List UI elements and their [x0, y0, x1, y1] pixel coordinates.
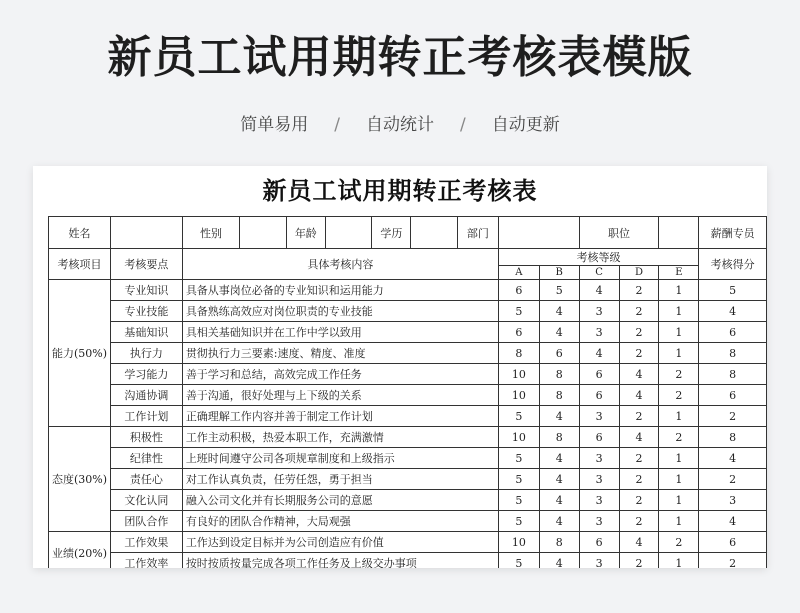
- content-cell: 贯彻执行力三要素:速度、精度、准度: [182, 343, 498, 364]
- score-cell[interactable]: 4: [699, 511, 767, 532]
- content-cell: 工作主动积极，热爱本职工作，充满激情: [182, 427, 498, 448]
- score-cell[interactable]: 8: [699, 427, 767, 448]
- header-grade: 考核等级: [498, 249, 698, 266]
- header-row: [49, 249, 767, 266]
- spreadsheet-preview: [33, 166, 767, 568]
- grade-cell: 4: [619, 385, 659, 406]
- point-cell: 专业知识: [111, 280, 183, 301]
- subtitle-separator: /: [460, 115, 466, 135]
- table-row: [49, 448, 767, 469]
- grade-cell: 8: [539, 364, 579, 385]
- table-row: [49, 364, 767, 385]
- table-row: [49, 280, 767, 301]
- grade-cell: 4: [579, 280, 619, 301]
- grade-cell: 3: [579, 448, 619, 469]
- score-cell[interactable]: 4: [699, 301, 767, 322]
- grade-cell: 5: [539, 280, 579, 301]
- content-cell: 工作达到设定目标并为公司创造应有价值: [182, 532, 498, 553]
- grade-cell: 6: [498, 322, 539, 343]
- grade-cell: 6: [579, 364, 619, 385]
- grade-cell: 4: [619, 427, 659, 448]
- point-cell: 工作效率: [111, 553, 183, 569]
- dept-value-cell[interactable]: [498, 217, 579, 249]
- content-cell: 上班时间遵守公司各项规章制度和上级指示: [182, 448, 498, 469]
- table-row: [49, 301, 767, 322]
- grade-cell: 2: [619, 343, 659, 364]
- name-label: 姓名: [49, 217, 111, 249]
- score-cell[interactable]: 2: [699, 553, 767, 569]
- grade-cell: 6: [579, 427, 619, 448]
- grade-cell: 4: [619, 532, 659, 553]
- subtitle-item-auto-update: 自动更新: [491, 115, 560, 135]
- point-cell: 团队合作: [111, 511, 183, 532]
- grade-cell: 1: [659, 490, 699, 511]
- grade-cell: 1: [659, 343, 699, 364]
- grade-cell: 3: [579, 469, 619, 490]
- grade-cell: 1: [659, 448, 699, 469]
- point-cell: 基础知识: [111, 322, 183, 343]
- point-cell: 文化认同: [111, 490, 183, 511]
- table-row: [49, 427, 767, 448]
- grade-cell: 4: [539, 553, 579, 569]
- table-row: [49, 385, 767, 406]
- grade-cell: 2: [619, 553, 659, 569]
- grade-cell: 4: [579, 343, 619, 364]
- table-row: [49, 406, 767, 427]
- point-cell: 责任心: [111, 469, 183, 490]
- category-cell: 业绩(20%): [49, 532, 111, 569]
- position-value-cell[interactable]: [659, 217, 699, 249]
- header-item: 考核项目: [49, 249, 111, 280]
- category-cell: 态度(30%): [49, 427, 111, 532]
- grade-cell: 2: [659, 364, 699, 385]
- name-value-cell[interactable]: [111, 217, 183, 249]
- subtitle-item-auto-stat: 自动统计: [366, 115, 434, 135]
- table-row: [49, 322, 767, 343]
- grade-cell: 2: [619, 406, 659, 427]
- grade-cell: 4: [619, 364, 659, 385]
- content-cell: 按时按质按量完成各项工作任务及上级交办事项: [182, 553, 498, 569]
- grade-cell: 4: [539, 511, 579, 532]
- table-row: [49, 553, 767, 569]
- point-cell: 积极性: [111, 427, 183, 448]
- score-cell[interactable]: 6: [699, 385, 767, 406]
- grade-cell: 3: [579, 322, 619, 343]
- table-row: [49, 490, 767, 511]
- grade-letter: C: [579, 266, 619, 280]
- grade-cell: 4: [539, 406, 579, 427]
- point-cell: 工作效果: [111, 532, 183, 553]
- content-cell: 有良好的团队合作精神，大局观强: [182, 511, 498, 532]
- grade-cell: 8: [539, 532, 579, 553]
- grade-cell: 1: [659, 553, 699, 569]
- banner-subtitle: [0, 112, 800, 138]
- grade-cell: 2: [659, 385, 699, 406]
- grade-cell: 1: [659, 301, 699, 322]
- grade-cell: 3: [579, 301, 619, 322]
- score-cell[interactable]: 2: [699, 469, 767, 490]
- grade-cell: 1: [659, 322, 699, 343]
- grade-cell: 1: [659, 511, 699, 532]
- grade-cell: 3: [579, 490, 619, 511]
- point-cell: 专业技能: [111, 301, 183, 322]
- grade-cell: 6: [498, 280, 539, 301]
- grade-cell: 2: [619, 322, 659, 343]
- score-cell[interactable]: 2: [699, 406, 767, 427]
- grade-letter: A: [498, 266, 539, 280]
- position-label: 职位: [579, 217, 659, 249]
- grade-cell: 3: [579, 511, 619, 532]
- point-cell: 学习能力: [111, 364, 183, 385]
- score-cell[interactable]: 4: [699, 448, 767, 469]
- score-cell[interactable]: 3: [699, 490, 767, 511]
- grade-cell: 8: [539, 385, 579, 406]
- education-label: 学历: [372, 217, 411, 249]
- banner-title: 新员工试用期转正考核表模版: [107, 32, 693, 83]
- grade-cell: 5: [498, 511, 539, 532]
- grade-cell: 2: [659, 532, 699, 553]
- info-row: [49, 217, 767, 249]
- content-cell: 对工作认真负责，任劳任怨，勇于担当: [182, 469, 498, 490]
- content-cell: 具相关基础知识并在工作中学以致用: [182, 322, 498, 343]
- table-row: [49, 469, 767, 490]
- grade-cell: 4: [539, 301, 579, 322]
- grade-cell: 8: [498, 343, 539, 364]
- subtitle-item-easy: 简单易用: [240, 115, 309, 135]
- grade-cell: 10: [498, 385, 539, 406]
- grade-cell: 6: [539, 343, 579, 364]
- grade-cell: 2: [619, 301, 659, 322]
- age-value-cell[interactable]: [325, 217, 371, 249]
- education-value-cell[interactable]: [411, 217, 457, 249]
- grade-cell: 2: [619, 490, 659, 511]
- grade-cell: 4: [539, 448, 579, 469]
- grade-cell: 2: [659, 427, 699, 448]
- grade-cell: 6: [579, 532, 619, 553]
- sheet-title: 新员工试用期转正考核表: [262, 176, 538, 205]
- grade-cell: 5: [498, 469, 539, 490]
- point-cell: 执行力: [111, 343, 183, 364]
- subtitle-separator: /: [334, 115, 340, 135]
- header-point: 考核要点: [111, 249, 183, 280]
- evaluation-table: [48, 216, 767, 568]
- grade-cell: 1: [659, 280, 699, 301]
- grade-cell: 3: [579, 406, 619, 427]
- header-score: 考核得分: [699, 249, 767, 280]
- point-cell: 工作计划: [111, 406, 183, 427]
- grade-cell: 1: [659, 406, 699, 427]
- grade-cell: 3: [579, 553, 619, 569]
- salary-label: 薪酬专员: [699, 217, 767, 249]
- content-cell: 具备熟练高效应对岗位职责的专业技能: [182, 301, 498, 322]
- grade-cell: 5: [498, 301, 539, 322]
- grade-cell: 2: [619, 511, 659, 532]
- category-cell: 能力(50%): [49, 280, 111, 427]
- grade-letter: D: [619, 266, 659, 280]
- content-cell: 正确理解工作内容并善于制定工作计划: [182, 406, 498, 427]
- header-content: 具体考核内容: [182, 249, 498, 280]
- age-label: 年龄: [286, 217, 325, 249]
- grade-cell: 5: [498, 553, 539, 569]
- point-cell: 纪律性: [111, 448, 183, 469]
- table-row: [49, 532, 767, 553]
- dept-label: 部门: [457, 217, 498, 249]
- score-cell[interactable]: 6: [699, 322, 767, 343]
- gender-label: 性别: [182, 217, 239, 249]
- grade-cell: 4: [539, 322, 579, 343]
- grade-cell: 10: [498, 364, 539, 385]
- grade-cell: 4: [539, 469, 579, 490]
- grade-cell: 4: [539, 490, 579, 511]
- gender-value-cell[interactable]: [240, 217, 286, 249]
- content-cell: 具备从事岗位必备的专业知识和运用能力: [182, 280, 498, 301]
- grade-cell: 2: [619, 280, 659, 301]
- grade-letter: B: [539, 266, 579, 280]
- point-cell: 沟通协调: [111, 385, 183, 406]
- table-row: [49, 511, 767, 532]
- grade-letter: E: [659, 266, 699, 280]
- content-cell: 善于沟通，很好处理与上下级的关系: [182, 385, 498, 406]
- content-cell: 善于学习和总结，高效完成工作任务: [182, 364, 498, 385]
- content-cell: 融入公司文化并有长期服务公司的意愿: [182, 490, 498, 511]
- grade-cell: 5: [498, 448, 539, 469]
- grade-cell: 6: [579, 385, 619, 406]
- grade-cell: 2: [619, 469, 659, 490]
- grade-cell: 5: [498, 406, 539, 427]
- score-cell[interactable]: 8: [699, 364, 767, 385]
- score-cell[interactable]: 8: [699, 343, 767, 364]
- grade-cell: 8: [539, 427, 579, 448]
- score-cell[interactable]: 5: [699, 280, 767, 301]
- score-cell[interactable]: 6: [699, 532, 767, 553]
- grade-cell: 5: [498, 490, 539, 511]
- grade-cell: 10: [498, 532, 539, 553]
- grade-cell: 10: [498, 427, 539, 448]
- grade-cell: 1: [659, 469, 699, 490]
- grade-cell: 2: [619, 448, 659, 469]
- table-row: [49, 343, 767, 364]
